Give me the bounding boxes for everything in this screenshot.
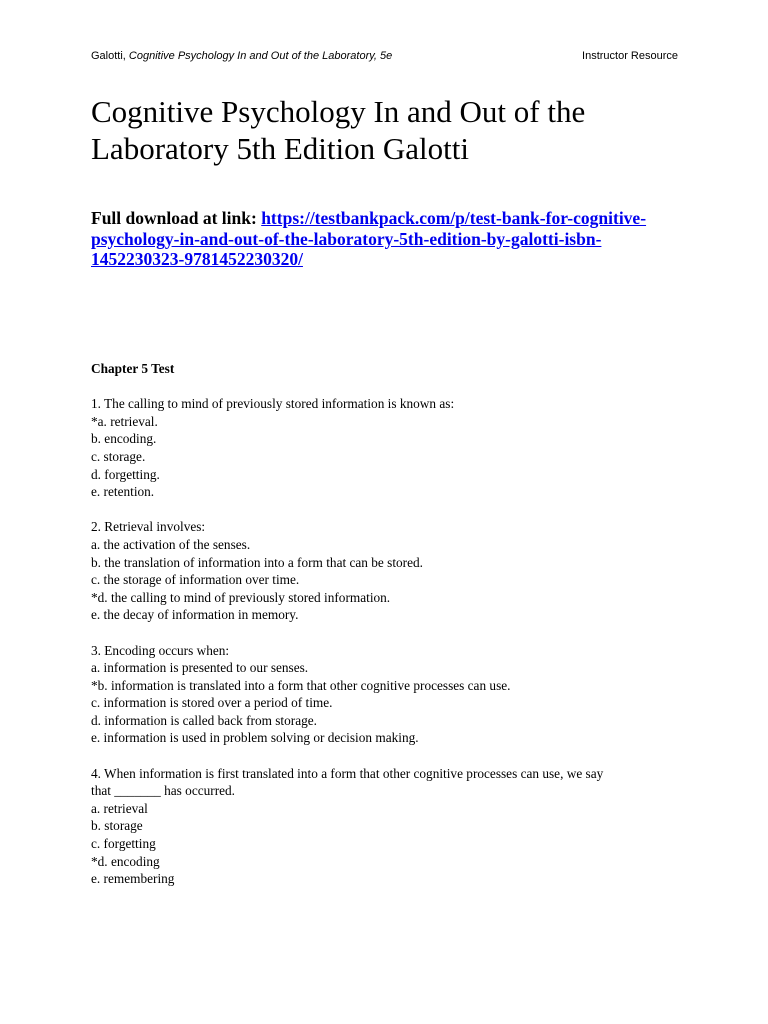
- question-stem: 3. Encoding occurs when:: [91, 642, 230, 658]
- download-label: Full download at link:: [91, 208, 257, 228]
- answer-option: c. storage.: [91, 448, 146, 464]
- answer-option: b. the translation of information into a form that can be stored.: [91, 554, 423, 570]
- answer-option: e. the decay of information in memory.: [91, 607, 299, 623]
- answer-option: c. the storage of information over time.: [91, 572, 300, 588]
- answer-option: *b. information is translated into a form that other cognitive processes can use.: [91, 677, 511, 693]
- answer-option: b. storage: [91, 818, 143, 834]
- answer-option: c. information is stored over a period of time.: [91, 695, 333, 711]
- answer-option: a. information is presented to our senses.: [91, 660, 309, 676]
- question-stem: 1. The calling to mind of previously stored information is known as:: [91, 396, 455, 412]
- page-header: [91, 47, 678, 65]
- chapter-heading: Chapter 5 Test: [91, 361, 175, 376]
- download-link-part-1: https://testbankpack.com/p/test-bank-for-cognitive-: [261, 208, 647, 228]
- question-stem-line-1: 4. When information is first translated into a form that other cognitive processes can use, we say: [91, 765, 604, 781]
- download-block: [91, 208, 691, 270]
- header-book-title: Cognitive Psychology In and Out of the Laboratory, 5e: [128, 50, 393, 62]
- question-3: [91, 642, 691, 748]
- answer-option: e. retention.: [91, 484, 155, 500]
- question-stem: 2. Retrieval involves:: [91, 519, 206, 535]
- download-link-part-3: 1452230323-9781452230320/: [91, 249, 303, 269]
- header-author: Galotti,: [91, 50, 126, 62]
- answer-option: e. remembering: [91, 871, 175, 887]
- answer-option: c. forgetting: [91, 836, 156, 852]
- download-link-part-2: psychology-in-and-out-of-the-laboratory-5th-edition-by-galotti-isbn-: [91, 228, 602, 249]
- test-content: [91, 360, 691, 905]
- answer-option: e. information is used in problem solving or decision making.: [91, 730, 419, 746]
- header-resource-label: Instructor Resource: [582, 50, 678, 62]
- title-line-2: Laboratory 5th Edition Galotti: [91, 131, 469, 166]
- question-stem-line-2: that _______ has occurred.: [91, 783, 236, 799]
- answer-option: d. information is called back from storage.: [91, 712, 317, 728]
- answer-option: *d. encoding: [91, 853, 160, 869]
- answer-option: a. the activation of the senses.: [91, 536, 251, 552]
- answer-option: a. retrieval: [91, 800, 148, 816]
- question-4: [91, 765, 691, 888]
- document-title: [91, 93, 691, 167]
- header-citation: [91, 47, 392, 65]
- answer-option: d. forgetting.: [91, 466, 160, 482]
- question-2: [91, 518, 691, 624]
- answer-option: b. encoding.: [91, 431, 157, 447]
- answer-option: *a. retrieval.: [91, 413, 158, 429]
- question-1: [91, 395, 691, 501]
- answer-option: *d. the calling to mind of previously stored information.: [91, 589, 391, 605]
- title-line-1: Cognitive Psychology In and Out of the: [91, 94, 586, 129]
